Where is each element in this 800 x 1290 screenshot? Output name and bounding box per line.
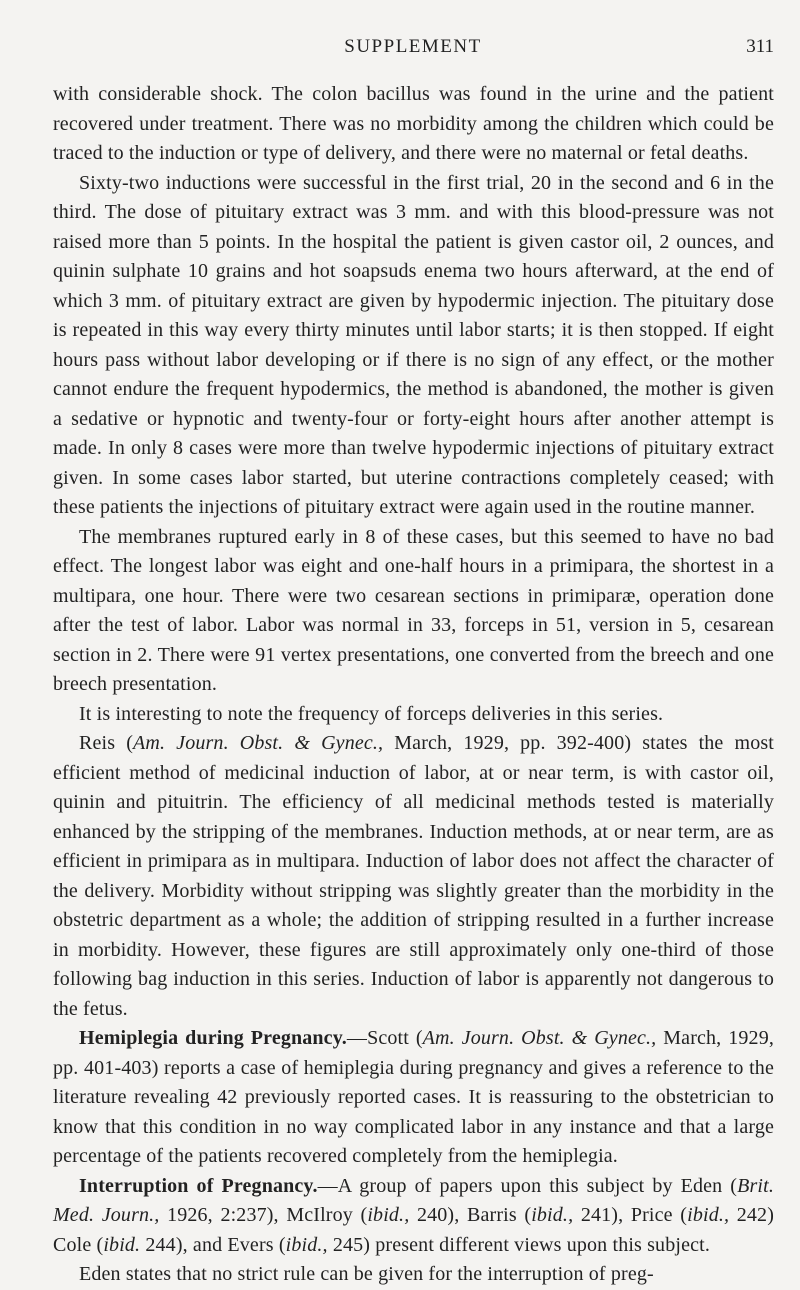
- section-heading: Hemiplegia during Pregnancy.: [79, 1027, 347, 1049]
- paragraph-1: with considerable shock. The colon bacillus was found in the urine and the patient recovered under treatment. There was no morbidity among the children which could be traced to the induction or type of delivery, and there were no maternal or fetal deaths.: [53, 83, 774, 164]
- text-span: 240), Barris (: [409, 1204, 532, 1226]
- citation: Brit. Med. Journ.,: [53, 1174, 774, 1226]
- citation: ibid.,: [531, 1204, 574, 1226]
- running-head: SUPPLEMENT: [344, 36, 482, 57]
- paragraph-3: The membranes ruptured early in 8 of these cases, but this seemed to have no bad effect. The longest labor was eight and one-half hours in a primipara, the shortest in a multipara, one hour. There were two cesarean sections in primiparæ, operation done after the test of labor. Labor was normal in 33, forceps in 51, version in 5, cesarean section in 2. There were 91 vertex presentations, one converted from the breech and one breech presentation.: [53, 525, 774, 695]
- paragraph-6: [53, 1024, 774, 1172]
- citation: Am. Journ. Obst. & Gynec.,: [422, 1027, 657, 1049]
- citation: ibid.,: [687, 1204, 730, 1226]
- section-heading: Interruption of Pregnancy.: [79, 1174, 318, 1197]
- text-span: March, 1929, pp. 392-400) states the most efficient method of medicinal induction of labor, at or near term, is with castor oil, quinin and pituitrin. The efficiency of all medicinal methods tested is materially enhanced by the stripping of the membranes. Induction methods, at or near term, are as efficient in primipara as in multipara. Induction of labor does not affect the character of the delivery. Morbidity without stripping was slightly greater than the morbidity in the obstetric department as a whole; the addition of stripping resulted in a further increase in morbidity. However, these figures are still approximately only one-third of those following bag induction in this series. Induction of labor is apparently not dangerous to the fetus.: [53, 732, 774, 1020]
- paragraph-8: Eden states that no strict rule can be given for the interruption of preg-: [79, 1263, 654, 1285]
- citation: ibid.,: [285, 1233, 328, 1256]
- text-span: March, 1929, pp. 401-403) reports a case of hemiplegia during pregnancy and gives a reference to the literature revealing 42 previously reported cases. It is reassuring to the obstetrician to know that this condition in no way complicated labor in any instance and that a large percentage of the patients recovered completely from the hemiplegia.: [53, 1027, 774, 1167]
- text-span: 242) Cole (: [53, 1204, 775, 1256]
- paragraph-4: It is interesting to note the frequency of forceps deliveries in this series.: [79, 702, 664, 725]
- page-header: [52, 36, 774, 68]
- text-span: 241), Price (: [573, 1204, 688, 1226]
- text-span: 1926, 2:237), McIlroy (: [159, 1204, 368, 1226]
- text-span: —Scott (: [346, 1027, 423, 1049]
- text-span: 245) present different views upon this subject.: [327, 1233, 710, 1256]
- body-text: [53, 80, 774, 1290]
- text-span: 244), and Evers (: [140, 1233, 286, 1256]
- citation: ibid.: [103, 1233, 141, 1256]
- paragraph-7: [53, 1172, 774, 1261]
- text-span: —A group of papers upon this subject by Eden (: [317, 1174, 738, 1197]
- page-number: 311: [746, 36, 774, 57]
- paragraph-5: [53, 729, 774, 1024]
- paragraph-2: Sixty-two inductions were successful in the first trial, 20 in the second and 6 in the third. The dose of pituitary extract was 3 mm. and with this blood-pressure was not raised more than 5 points. In the hospital the patient is given castor oil, 2 ounces, and quinin sulphate 10 grains and hot soapsuds enema two hours afterward, at the end of which 3 mm. of pituitary extract are given by hypodermic injection. The pituitary dose is repeated in this way every thirty minutes until labor starts; it is then stopped. If eight hours pass without labor developing or if there is no sign of any effect, or the mother cannot endure the frequent hypodermics, the method is abandoned, the mother is given a sedative or hypnotic and twenty-four or forty-eight hours after another attempt is made. In only 8 cases were more than twelve hypodermic injections of pituitary extract given. In some cases labor started, but uterine contractions completely ceased; with these patients the injections of pituitary extract were again used in the routine manner.: [53, 171, 774, 518]
- citation: Am. Journ. Obst. & Gynec.,: [133, 732, 384, 754]
- text-span: Reis (: [79, 732, 134, 754]
- citation: ibid.,: [367, 1204, 410, 1226]
